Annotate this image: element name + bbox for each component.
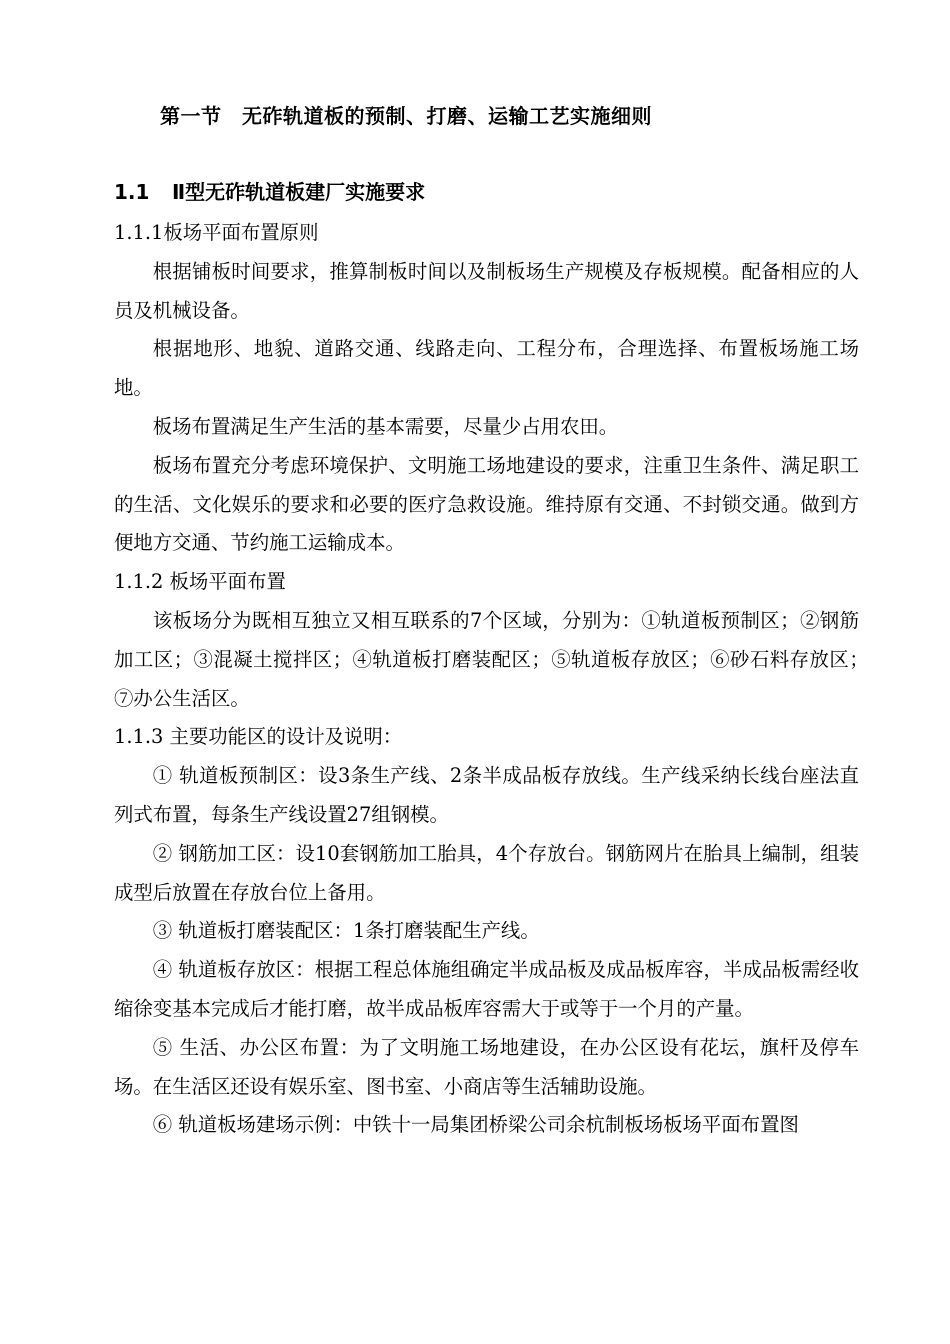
list-item-grinding-zone: ③ 轨道板打磨装配区：1条打磨装配生产线。	[152, 919, 540, 943]
document-body	[114, 214, 879, 1145]
paragraph: 根据铺板时间要求，推算制板时间以及制板场生产规模及存板规模。配备相应的人员及机械设备。	[114, 259, 859, 322]
subsection-heading	[114, 176, 425, 205]
list-item-rebar-zone: ② 钢筋加工区：设10套钢筋加工胎具，4个存放台。钢筋网片在胎具上编制，组装成型后放置在存放台位上备用。	[114, 841, 859, 904]
heading-1-1-1: 1.1.1板场平面布置原则	[114, 221, 319, 244]
list-item-example: ⑥ 轨道板场建场示例：中铁十一局集团桥梁公司余杭制板场板场平面布置图	[152, 1113, 799, 1137]
paragraph: 板场布置充分考虑环境保护、文明施工场地建设的要求，注重卫生条件、满足职工的生活、文化娱乐的要求和必要的医疗急救设施。维持原有交通、不封锁交通。做到方便地方交通、节约施工运输成本。	[114, 453, 859, 555]
heading-1-1-2: 1.1.2 板场平面布置	[114, 570, 286, 594]
section-title: 第一节 无砟轨道板的预制、打磨、运输工艺实施细则	[160, 104, 652, 128]
paragraph: 板场布置满足生产生活的基本需要，尽量少占用农田。	[152, 414, 619, 438]
paragraph: 该板场分为既相互独立又相互联系的7个区域，分别为：①轨道板预制区；②钢筋加工区；③混凝土搅拌区；④轨道板打磨装配区；⑤轨道板存放区；⑥砂石料存放区； ⑦办公生活区。	[114, 608, 879, 710]
list-item-precast-zone: ① 轨道板预制区：设3条生产线、2条半成品板存放线。生产线采纳长线台座法直列式布置，每条生产线设置27组钢模。	[114, 764, 859, 826]
list-item-storage-zone: ④ 轨道板存放区：根据工程总体施组确定半成品板及成品板库容，半成品板需经收缩徐变基本完成后才能打磨，故半成品板库容需大于或等于一个月的产量。	[114, 958, 859, 1020]
list-item-office-zone: ⑤ 生活、办公区布置：为了文明施工场地建设，在办公区设有花坛，旗杆及停车场。在生活区还设有娱乐室、图书室、小商店等生活辅助设施。	[114, 1035, 859, 1098]
subsection-title: Ⅱ型无砟轨道板建厂实施要求	[172, 180, 426, 204]
heading-1-1-3: 1.1.3 主要功能区的设计及说明：	[114, 725, 403, 749]
subsection-number: 1.1	[114, 180, 150, 204]
paragraph: 根据地形、地貌、道路交通、线路走向、工程分布，合理选择、布置板场施工场地。	[114, 337, 859, 400]
